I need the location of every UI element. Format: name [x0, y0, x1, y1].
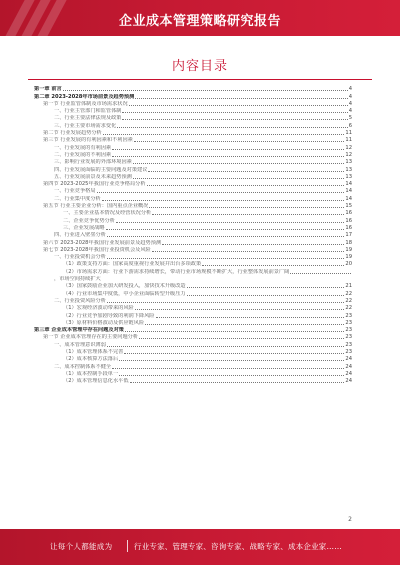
toc-entry[interactable] [34, 93, 352, 100]
toc-entry-page: 12 [345, 144, 352, 151]
toc-leader-dots [133, 163, 345, 164]
toc-entry[interactable] [34, 320, 352, 327]
toc-entry-page: 14 [345, 181, 352, 188]
toc-entry-text: （1）成本控制手段单一 [63, 370, 119, 377]
toc-entry-text: 第一节 企业成本管理存在的主要问题分析 [43, 334, 139, 341]
toc-leader-dots [119, 375, 344, 376]
toc-entry-text: 三、行业主要市场需求变化 [54, 122, 117, 129]
toc-leader-dots [148, 171, 344, 172]
toc-entry[interactable] [34, 334, 352, 341]
toc-entry[interactable] [34, 195, 352, 202]
toc-entry-page: 11 [345, 137, 352, 144]
toc-entry-text: 二、行业集中度分析 [54, 195, 101, 202]
toc-leader-dots [152, 251, 345, 252]
toc-entry-page: 4 [348, 86, 352, 93]
toc-entry-page: 23 [345, 334, 352, 341]
toc-leader-dots [139, 338, 344, 339]
toc-leader-dots [97, 192, 345, 193]
toc-leader-dots [119, 360, 344, 361]
toc-entry-text: 第六节 2023-2028年我国行业发展前景及趋势预测 [43, 239, 162, 246]
toc-entry-page: 19 [345, 246, 352, 253]
toc-entry[interactable] [34, 181, 352, 188]
toc-entry-text: （1）成本管理体系不完善 [63, 348, 124, 355]
toc-entry-text: 一、主要企业基本情况及经营状况分析 [63, 210, 152, 217]
toc-entry[interactable] [34, 268, 352, 275]
toc-entry-page: 13 [345, 166, 352, 173]
toc-entry-page: 6 [348, 122, 352, 129]
toc-leader-dots [103, 134, 345, 135]
toc-entry[interactable] [34, 232, 352, 239]
toc-entry-page: 24 [345, 363, 352, 370]
toc-leader-dots [122, 119, 347, 120]
toc-entry-text: 第二章 2023-2028年市场前景及趋势预测 [34, 93, 135, 100]
toc-entry-page: 13 [345, 159, 352, 166]
toc-entry[interactable] [34, 247, 352, 254]
toc-entry[interactable] [34, 225, 352, 232]
toc-leader-dots [125, 331, 344, 332]
toc-entry-text: 第二节 行业发展趋势分析 [43, 130, 102, 137]
toc-entry-page: 21 [345, 283, 352, 290]
toc-entry-page: 18 [345, 239, 352, 246]
toc-entry[interactable] [34, 290, 352, 297]
toc-entry-text: 二、行业主要法律法规及政策 [54, 115, 122, 122]
report-title: 企业成本管理策略研究报告 [118, 14, 281, 29]
toc-entry[interactable] [34, 108, 352, 115]
toc-entry-text: 二、成本控制体系不健全 [54, 363, 112, 370]
toc-entry-text: （2）市场需求方面：行业下游需求持续增长，带动行业市场规模不断扩大，行业整体发展前景广阔 [63, 268, 290, 275]
toc-entry[interactable] [34, 341, 352, 348]
toc-entry-text: 第四节 2023-2025年我国行业竞争格局分析 [43, 181, 146, 188]
toc-entry-text: 第三节 行业发展的有利因素和不利因素 [43, 137, 133, 144]
toc-entry[interactable] [34, 371, 352, 378]
toc-entry-page: 20 [345, 261, 352, 268]
toc-leader-dots [102, 200, 345, 201]
toc-leader-dots [135, 98, 347, 99]
toc-leader-dots [112, 149, 344, 150]
toc-entry-page: 11 [345, 130, 352, 137]
toc-entry-text: （3）国家鼓励企业加大研发投入，加快技术升级改造 [63, 283, 186, 290]
toc-entry-page: 22 [345, 290, 352, 297]
toc-entry[interactable] [34, 137, 352, 144]
toc-entry-text: 五、行业发展前景及未来趋势预测 [54, 173, 132, 180]
toc-entry[interactable] [34, 203, 352, 210]
toc-leader-dots [156, 317, 345, 318]
toc-entry[interactable] [34, 217, 352, 224]
toc-leader-dots [107, 258, 345, 259]
toc-entry[interactable] [34, 356, 352, 363]
toc-entry[interactable] [34, 254, 352, 261]
toc-entry[interactable] [34, 239, 352, 246]
toc-entry-page: 4 [348, 108, 352, 115]
toc-entry[interactable] [34, 363, 352, 370]
toc-entry-text: 四、行业进入壁垒分析 [54, 232, 106, 239]
toc-entry-text: （4）行业市场集中度低，中小企业面临转型升级压力 [63, 290, 186, 297]
toc-entry[interactable] [34, 166, 352, 173]
toc-entry-text: 三、影响行业发展的外部环境因素 [54, 159, 132, 166]
toc-leader-dots [116, 222, 345, 223]
toc-entry[interactable] [34, 101, 352, 108]
toc-entry-text: 第一章 前言 [34, 86, 62, 93]
toc-leader-dots [107, 302, 345, 303]
footer-banner [0, 529, 400, 565]
toc-leader-dots [63, 90, 348, 91]
toc-entry-text: 二、行业投资风险分析 [54, 297, 106, 304]
toc-entry-text: 第三章 企业成本管理中存在问题及对策 [34, 327, 124, 334]
toc-leader-dots [290, 273, 351, 274]
toc-leader-dots [129, 105, 348, 106]
toc-entry-page: 14 [345, 195, 352, 202]
toc-entry[interactable] [34, 122, 352, 129]
toc-entry-page: 22 [345, 297, 352, 304]
toc-entry-page: 15 [345, 203, 352, 210]
toc-entry-page: 24 [345, 378, 352, 385]
toc-entry-text: 一、行业投资机会分析 [54, 254, 106, 261]
toc-entry-page: 16 [345, 224, 352, 231]
toc-entry-page: 19 [345, 254, 352, 261]
toc-entry-text: （2）行业竞争加剧导致的利润下降风险 [63, 312, 155, 319]
toc-entry-page: 4 [348, 93, 352, 100]
toc-leader-dots [134, 141, 345, 142]
toc-entry-text: 三、企业发展战略 [63, 224, 105, 231]
toc-entry-text: 一、成本管理意识薄弱 [54, 341, 106, 348]
toc-leader-dots [147, 185, 345, 186]
toc-leader-dots [112, 156, 344, 157]
toc-entry-text: 第五节 行业主要企业分析：国内重点企业概况 [43, 203, 149, 210]
toc-entry-text: 二、企业竞争优势分析 [63, 217, 115, 224]
toc-entry[interactable] [34, 144, 352, 151]
toc-leader-dots [202, 265, 344, 266]
toc-entry-page: 13 [345, 173, 352, 180]
report-header-banner [0, 0, 400, 36]
toc-entry-page: 4 [348, 100, 352, 107]
toc-entry[interactable] [34, 115, 352, 122]
toc-leader-dots [187, 295, 345, 296]
toc-leader-dots [107, 236, 345, 237]
toc-entry-page: 24 [345, 370, 352, 377]
toc-leader-dots [112, 368, 344, 369]
toc-leader-dots [124, 353, 344, 354]
toc-entry[interactable] [34, 349, 352, 356]
toc-entry-page: 16 [345, 210, 352, 217]
toc-leader-dots [130, 382, 345, 383]
toc-entry-text: （1）政策支持方面：国家高度重视行业发展并出台多项政策 [63, 261, 202, 268]
toc-leader-dots [145, 324, 344, 325]
toc-entry[interactable] [34, 312, 352, 319]
toc-entry-page: 14 [345, 188, 352, 195]
toc-heading: 内容目录 [171, 59, 228, 74]
toc-leader-dots [152, 214, 344, 215]
toc-entry-page: 23 [345, 312, 352, 319]
toc-entry-page: 16 [345, 217, 352, 224]
footer-roles: 行业专家、管理专家、咨询专家、战略专家、成本企业家…… [134, 542, 342, 551]
toc-leader-dots [162, 244, 344, 245]
toc-leader-dots [149, 207, 344, 208]
toc-entry[interactable] [34, 130, 352, 137]
toc-entry-text: 一、行业主管部门和监管体制 [54, 108, 122, 115]
toc-leader-dots [117, 127, 347, 128]
toc-entry-page: 17 [345, 232, 352, 239]
toc-entry[interactable] [34, 152, 352, 159]
toc-entry-page: 12 [345, 151, 352, 158]
toc-entry-text: 第七节 2023-2028年我国行业投资机会及风险 [43, 246, 151, 253]
toc-entry-text: 二、行业发展的不利因素 [54, 151, 112, 158]
toc-entry-text: （2）成本管理信息化水平低 [63, 378, 129, 385]
toc-heading-rule [28, 79, 372, 80]
toc-entry-page: 23 [345, 319, 352, 326]
toc-entry-text: （3）原材料价格波动及供应链风险 [63, 319, 145, 326]
toc-entry[interactable] [34, 305, 352, 312]
toc-entry-page: 23 [345, 348, 352, 355]
toc-leader-dots [133, 178, 345, 179]
toc-entry[interactable] [34, 159, 352, 166]
toc-entry-page: 5 [348, 115, 352, 122]
toc-entry-text: 一、行业发展的有利因素 [54, 144, 112, 151]
toc-entry-text: （2）成本核算方法落后 [63, 356, 119, 363]
toc-leader-dots [106, 229, 345, 230]
toc-entry[interactable] [34, 327, 352, 334]
toc-entry[interactable] [34, 188, 352, 195]
toc-entry-text: （1）宏观经济波动带来的风险 [63, 305, 134, 312]
toc-entry-text: 一、行业竞争格局 [54, 188, 96, 195]
toc-entry[interactable] [34, 298, 352, 305]
toc-entry-page: 23 [345, 327, 352, 334]
toc-entry[interactable] [34, 210, 352, 217]
page-number: 2 [348, 516, 352, 523]
toc-entry[interactable] [34, 378, 352, 385]
toc-entry[interactable] [34, 261, 352, 268]
toc-leader-dots [135, 309, 345, 310]
footer-divider [127, 540, 128, 552]
toc-entry-text: 四、行业发展面临的主要问题及对策建议 [54, 166, 148, 173]
toc-entry[interactable] [34, 86, 352, 93]
toc-entry-page: 24 [345, 356, 352, 363]
footer-slogan: 让每个人都能成为 [50, 542, 113, 551]
toc-entry[interactable] [34, 174, 352, 181]
toc-entry-page: 22 [345, 305, 352, 312]
toc-entry-text: 第一节 行业监管体制及市场需求状况 [43, 100, 128, 107]
toc-leader-dots [107, 346, 345, 347]
table-of-contents [34, 86, 352, 385]
toc-leader-dots [187, 287, 345, 288]
toc-entry-page: 23 [345, 341, 352, 348]
toc-entry-continuation: ，市场空间持续扩大 [54, 275, 101, 282]
toc-entry[interactable] [34, 283, 352, 290]
toc-leader-dots [122, 112, 347, 113]
